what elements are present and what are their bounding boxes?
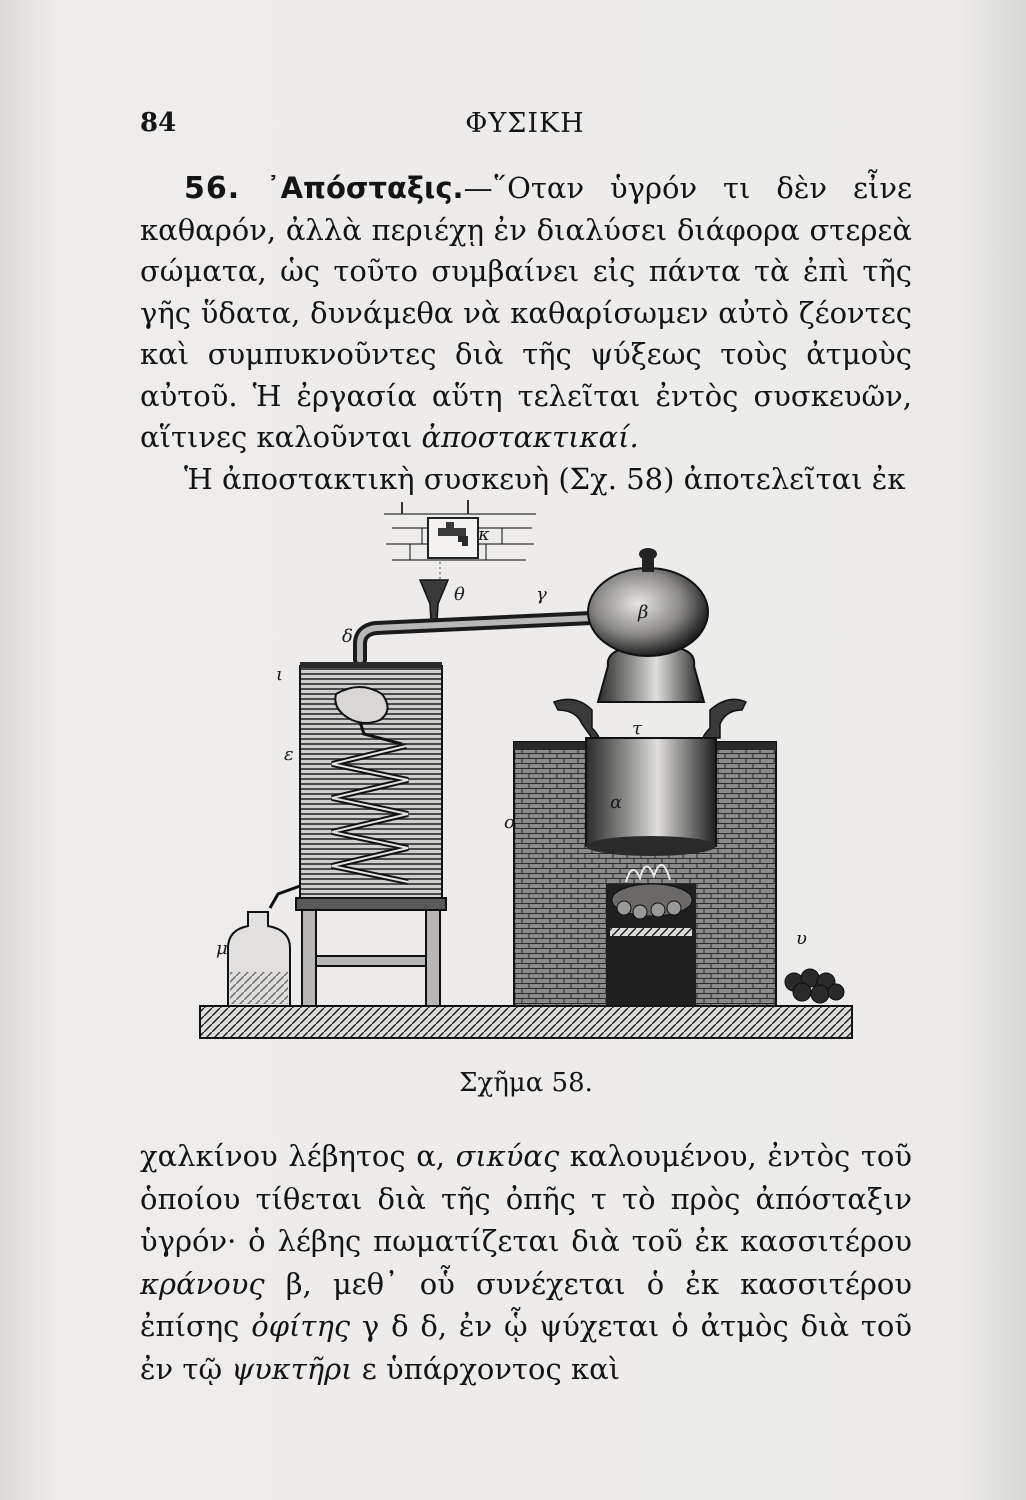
text-run: γ δ δ, ἐν ᾧ ψύχεται ὁ ἀτμὸς διὰ τοῦ ἐν τῷ — [140, 1309, 913, 1386]
label-upsilon: υ — [796, 928, 807, 949]
continuation-text — [140, 1135, 912, 1390]
wooden-stand — [296, 898, 446, 1006]
label-mu: μ — [216, 938, 228, 959]
label-beta: β — [638, 602, 649, 623]
text-run: χαλκίνου λέβητος α, — [140, 1139, 456, 1173]
label-k: κ — [478, 524, 490, 545]
condenser-pipe — [342, 584, 592, 660]
term-sikyas: σικύας — [455, 1139, 560, 1173]
term-ofitis: ὀφίτης — [251, 1309, 351, 1343]
continuation-paragraph — [140, 1135, 912, 1390]
label-iota: ι — [276, 664, 284, 685]
figure-caption: Σχῆμα 58. — [459, 1068, 593, 1098]
label-theta: θ — [454, 584, 465, 605]
label-omicron: ο — [504, 812, 515, 833]
text-run: β, μεθ᾿ οὗ συνέχεται ὁ ἐκ κασσιτέρου ἐπίσης — [140, 1266, 912, 1343]
tin-helmet — [588, 548, 708, 702]
section-text — [140, 168, 912, 500]
fuel-pile — [785, 969, 844, 1003]
receiving-bottle — [216, 912, 290, 1006]
page-number: 84 — [140, 108, 177, 138]
section-title: ᾿Απόσταξις. — [266, 171, 464, 205]
running-head: ΦΥΣΙΚΗ — [465, 108, 585, 139]
water-faucet — [428, 518, 490, 558]
floor — [200, 1006, 852, 1038]
term-apostaktikai: ἀποστακτικαί. — [421, 420, 639, 454]
paragraph-text: —῞Οταν ὑγρόν τι δὲν εἶνε καθαρόν, ἀλλὰ περιέχῃ ἐν διαλύσει διάφορα στερεὰ σώματα, ὡς τοῦτο συμβαίνει εἰς πάντα τὰ ἐπὶ τῆς γῆς ὕδατα, δυνάμεθα νὰ καθαρίσωμεν αὐτὸ ζέοντες καὶ συμπυκνοῦντες διὰ τῆς ψύξεως τοὺς ἀτμοὺς αὐτοῦ. Ἡ ἐργασία αὕτη τελεῖται ἐντὸς συσκευῶν, αἵτινες καλοῦνται — [140, 171, 913, 454]
funnel — [420, 580, 465, 622]
term-kranous: κράνους — [140, 1266, 265, 1301]
page-header — [140, 108, 910, 148]
cooling-tank — [276, 662, 442, 898]
paragraph-figure-reference: Ἡ ἀποστακτικὴ συσκευὴ (Σχ. 58) ἀποτελεῖται ἐκ — [184, 461, 906, 496]
label-alpha: α — [610, 792, 623, 813]
distillation-apparatus-illustration — [196, 488, 860, 1048]
label-delta-top: δ — [342, 626, 353, 647]
text-run: ε ὑπάρχοντος καὶ — [352, 1351, 621, 1386]
distillation-apparatus-figure — [196, 488, 860, 1048]
label-epsilon: ε — [284, 744, 294, 765]
label-tau: τ — [632, 718, 642, 739]
section-number: 56. — [184, 171, 241, 206]
section-paragraph — [140, 168, 912, 459]
label-gamma: γ — [536, 584, 547, 605]
text-run: καλουμένου, ἐντὸς τοῦ ὁποίου τίθεται διὰ τῆς ὀπῆς τ τὸ πρὸς ἀπόσταξιν ὑγρόν· ὁ λέβης πωματίζεται διὰ τοῦ ἐκ κασσιτέρου — [140, 1139, 912, 1258]
term-psyktiri: ψυκτῆρι — [231, 1351, 353, 1386]
